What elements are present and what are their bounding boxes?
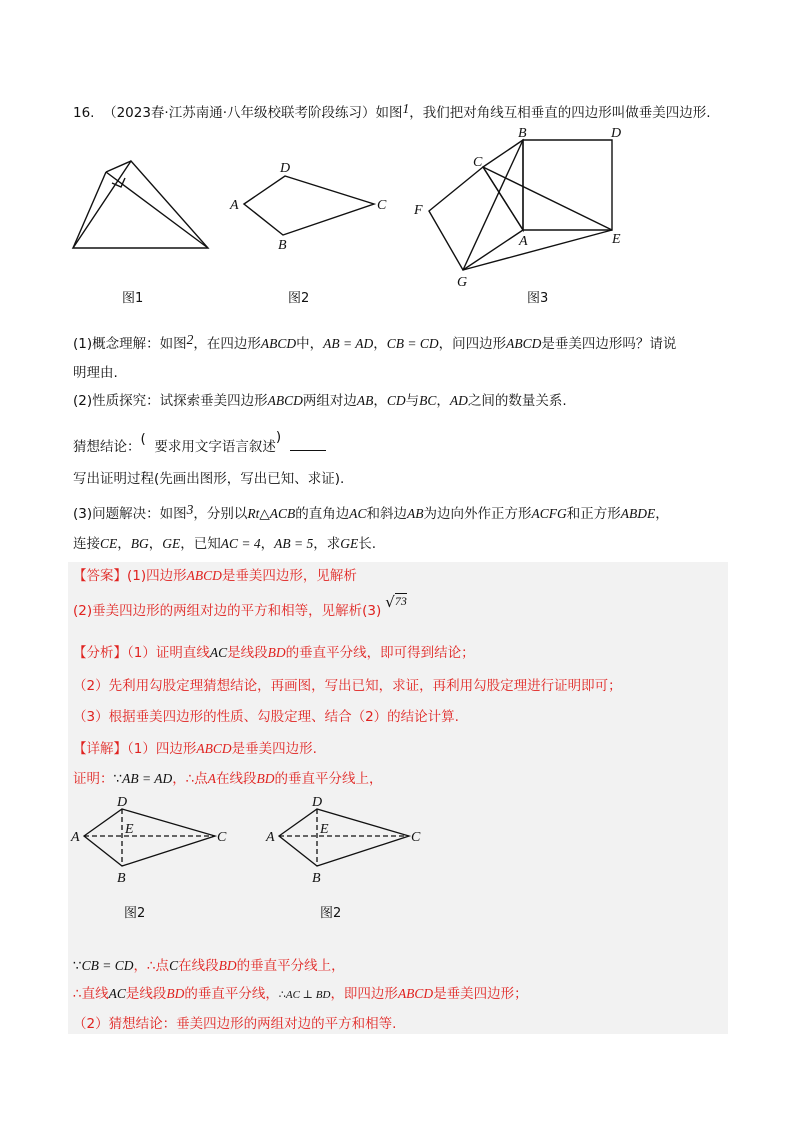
q2-text-c: ， bbox=[373, 393, 387, 409]
q1-fig-ref: 2 bbox=[186, 332, 194, 347]
answer-line-2 bbox=[73, 593, 407, 620]
figure-1 bbox=[73, 161, 208, 248]
q3-text-k: ，已知 bbox=[180, 536, 221, 552]
analysis-line-3 bbox=[73, 708, 459, 726]
s2-a: ，∴点 bbox=[133, 958, 170, 974]
q1-text-f: 明理由. bbox=[73, 365, 118, 381]
analysis-1-a: （1）证明直线 bbox=[127, 645, 210, 661]
detail-1-a: （1）四边形 bbox=[127, 741, 197, 757]
analysis-1-s1: AC bbox=[209, 645, 228, 660]
intro-text: 如图 bbox=[375, 105, 403, 121]
conjecture-line bbox=[73, 428, 326, 456]
proof-b: ，∴点 bbox=[172, 771, 208, 787]
q1-text-c: 中， bbox=[296, 336, 324, 352]
question-part-1-cont bbox=[73, 364, 118, 382]
sol-figure-2-caption: 图2 bbox=[320, 906, 342, 921]
q1-text-b: ，在四边形 bbox=[193, 336, 261, 352]
q3-cond-1: AC = 4 bbox=[220, 536, 261, 551]
s2-c: 的垂直平分线上， bbox=[236, 958, 345, 974]
q2-side-3: BC bbox=[419, 393, 437, 408]
question-number: 16. bbox=[73, 105, 95, 121]
detail-line-4 bbox=[73, 985, 528, 1004]
proof-paren-open: ( bbox=[154, 471, 160, 487]
figure-3-caption: 图3 bbox=[527, 291, 549, 306]
sol-fig1-label-e: E bbox=[125, 822, 134, 837]
answer-1-b: 是垂美四边形，见解析 bbox=[221, 568, 357, 584]
figure-2 bbox=[244, 176, 374, 235]
conjecture-label: 猜想结论： bbox=[73, 439, 141, 455]
s3-a: ∴直线 bbox=[73, 986, 109, 1002]
sol-fig1-label-b: B bbox=[117, 871, 126, 886]
proof-point: A bbox=[207, 771, 217, 786]
q1-cond-2: CB = CD bbox=[386, 336, 439, 351]
q3-line-2: BG bbox=[130, 536, 149, 551]
q3-text-e: 为边向外作正方形 bbox=[423, 506, 532, 522]
s3-c: 的垂直平分线， bbox=[184, 986, 279, 1002]
q3-text-j: ， bbox=[148, 536, 163, 552]
detail-line-5 bbox=[73, 1015, 396, 1033]
analysis-line-1 bbox=[73, 644, 475, 662]
fig3-label-c: C bbox=[473, 155, 483, 170]
q3-text-m: ，求 bbox=[313, 536, 341, 552]
analysis-1-c: 的垂直平分线，即可得到结论； bbox=[285, 645, 475, 661]
q3-square-2: ABDE bbox=[620, 506, 656, 521]
s2-cond: CB = CD bbox=[81, 958, 134, 973]
detail-line-3 bbox=[73, 957, 345, 975]
figure-2-caption: 图2 bbox=[288, 291, 310, 306]
conjecture-paren-open: ( bbox=[140, 431, 146, 447]
s2-point: C bbox=[169, 958, 179, 973]
question-part-2 bbox=[73, 392, 567, 410]
fig2-label-d: D bbox=[280, 161, 291, 176]
solution-figure-left bbox=[84, 809, 215, 866]
q2-text-b: 两组对边 bbox=[302, 393, 357, 409]
answer-1-a: (1)四边形 bbox=[127, 568, 187, 584]
fig3-label-a: A bbox=[519, 234, 528, 249]
sol-figure-1-caption: 图2 bbox=[124, 906, 146, 921]
proof-label: 写出证明过程 bbox=[73, 471, 154, 487]
because-symbol-2: ∵ bbox=[73, 958, 82, 974]
conjecture-answer-blank[interactable] bbox=[290, 438, 326, 451]
fig2-label-c: C bbox=[377, 198, 387, 213]
q3-text-g: ， bbox=[655, 506, 669, 522]
s3-f: 是垂美四边形； bbox=[433, 986, 528, 1002]
intro-text-2: ，我们把对角线互相垂直的四边形叫做垂美四边形. bbox=[409, 105, 711, 121]
conjecture-paren-close: ) bbox=[275, 429, 282, 445]
q3-line-4: GE bbox=[340, 536, 359, 551]
figure-1-caption: 图1 bbox=[122, 291, 144, 306]
q3-side-1: AC bbox=[349, 506, 367, 521]
proof-requirement: 先画出图形，写出已知、求证 bbox=[159, 471, 335, 487]
fig3-label-b: B bbox=[518, 126, 527, 141]
detail-line-1 bbox=[73, 740, 317, 758]
question-source: （2023春·江苏南通·八年级校联考阶段练习） bbox=[103, 105, 376, 121]
conjecture-requirement: 要求用文字语言叙述 bbox=[154, 439, 276, 455]
sol-fig1-label-a: A bbox=[71, 830, 80, 845]
q3-square-1: ACFG bbox=[531, 506, 567, 521]
solution-figure-right bbox=[279, 809, 409, 866]
sol-fig2-label-b: B bbox=[312, 871, 321, 886]
proof-label-2: 证明： bbox=[73, 771, 114, 787]
proof-instruction bbox=[73, 470, 344, 488]
q3-text-a: (3)问题解决：如图 bbox=[73, 506, 187, 522]
fig3-label-f: F bbox=[414, 203, 423, 218]
answer-1-quad: ABCD bbox=[186, 568, 222, 583]
s3-e: ，即四边形 bbox=[330, 986, 398, 1002]
s3-s1: AC bbox=[108, 986, 126, 1001]
s3-b: 是线段 bbox=[125, 986, 167, 1002]
s3-therefore: ∴ bbox=[278, 988, 286, 1001]
question-part-3 bbox=[73, 501, 669, 523]
q1-quad: ABCD bbox=[260, 336, 297, 351]
question-part-1 bbox=[73, 331, 676, 353]
solution-figures bbox=[0, 790, 800, 950]
q2-text-e: ， bbox=[436, 393, 450, 409]
q1-cond-1: AB = AD bbox=[323, 336, 374, 351]
q2-text-f: 之间的数量关系. bbox=[467, 393, 567, 409]
detail-1-b: 是垂美四边形. bbox=[231, 741, 317, 757]
proof-c: 在线段 bbox=[216, 771, 257, 787]
detail-tag: 【详解】 bbox=[73, 741, 127, 757]
answer-2: (2)垂美四边形的两组对边的平方和相等，见解析 bbox=[73, 603, 363, 619]
q3-fig-ref: 3 bbox=[186, 502, 194, 517]
fig3-label-g: G bbox=[457, 275, 468, 290]
q3-text-f: 和正方形 bbox=[566, 506, 621, 522]
sol-fig2-label-d: D bbox=[312, 795, 323, 810]
sol-fig2-label-c: C bbox=[411, 830, 421, 845]
answer-3-sqrt: √73 bbox=[385, 593, 407, 611]
sol-fig2-label-a: A bbox=[266, 830, 275, 845]
q1-text-d: ，问四边形 bbox=[438, 336, 507, 352]
proof-paren-close: ). bbox=[334, 471, 345, 487]
q3-text-h: 连接 bbox=[73, 536, 100, 552]
analysis-tag: 【分析】 bbox=[73, 645, 127, 661]
sol-fig2-label-e: E bbox=[320, 822, 329, 837]
q2-text-d: 与 bbox=[405, 393, 420, 409]
question-part-3-cont bbox=[73, 535, 376, 553]
detail-line-2 bbox=[73, 770, 383, 788]
fig3-label-d: D bbox=[611, 126, 622, 141]
q2-quad: ABCD bbox=[267, 393, 303, 408]
answer-3-value: 73 bbox=[394, 594, 407, 608]
q3-side-2: AB bbox=[407, 506, 424, 521]
s3-s2: BD bbox=[166, 986, 185, 1001]
fig2-label-b: B bbox=[278, 238, 287, 253]
s3-perp: AC ⊥ BD bbox=[285, 989, 331, 1001]
q1-text-a: (1)概念理解：如图 bbox=[73, 336, 187, 352]
analysis-line-2 bbox=[73, 677, 622, 695]
s4: （2）猜想结论：垂美四边形的两组对边的平方和相等. bbox=[73, 1016, 397, 1032]
analysis-1-b: 是线段 bbox=[227, 645, 268, 661]
q2-side-1: AB bbox=[356, 393, 374, 408]
answer-3-label: (3) bbox=[362, 603, 382, 619]
q3-line-1: CE bbox=[100, 536, 118, 551]
q3-cond-2: AB = 5 bbox=[274, 536, 314, 551]
fig2-label-a: A bbox=[230, 198, 239, 213]
fig3-label-e: E bbox=[612, 232, 621, 247]
sol-fig1-label-d: D bbox=[117, 795, 128, 810]
q1-text-e: 是垂美四边形吗？请说 bbox=[541, 336, 677, 352]
sol-fig1-label-c: C bbox=[217, 830, 227, 845]
proof-d: 的垂直平分线上， bbox=[274, 771, 383, 787]
analysis-2: （2）先利用勾股定理猜想结论，再画图，写出已知，求证，再利用勾股定理进行证明即可； bbox=[73, 678, 622, 694]
q2-side-4: AD bbox=[449, 393, 468, 408]
q3-triangle: Rt△ACB bbox=[247, 506, 296, 521]
s2-segment: BD bbox=[218, 958, 237, 973]
s2-b: 在线段 bbox=[178, 958, 219, 974]
q3-text-b: ，分别以 bbox=[193, 506, 248, 522]
q1-sep: ， bbox=[373, 336, 387, 352]
analysis-3: （3）根据垂美四边形的性质、勾股定理、结合（2）的结论计算. bbox=[73, 709, 459, 725]
q1-quad-2: ABCD bbox=[506, 336, 542, 351]
proof-cond: AB = AD bbox=[122, 771, 173, 786]
s3-quad: ABCD bbox=[397, 986, 434, 1001]
q3-text-d: 和斜边 bbox=[366, 506, 408, 522]
because-symbol: ∵ bbox=[113, 771, 123, 787]
answer-line-1 bbox=[73, 567, 357, 585]
q3-text-c: 的直角边 bbox=[295, 506, 350, 522]
q3-text-n: 长. bbox=[358, 536, 377, 552]
q3-line-3: GE bbox=[162, 536, 181, 551]
q2-side-2: CD bbox=[386, 393, 406, 408]
intro-fig-ref: 1 bbox=[402, 101, 410, 116]
question-figures bbox=[0, 0, 800, 320]
figure-3 bbox=[429, 140, 612, 270]
q3-text-i: ， bbox=[117, 536, 131, 552]
answer-tag: 【答案】 bbox=[73, 568, 127, 584]
analysis-1-s2: BD bbox=[267, 645, 286, 660]
proof-segment: BD bbox=[256, 771, 275, 786]
detail-1-quad: ABCD bbox=[196, 741, 232, 756]
q2-text-a: (2)性质探究：试探索垂美四边形 bbox=[73, 393, 268, 409]
q3-text-l: ， bbox=[260, 536, 275, 552]
